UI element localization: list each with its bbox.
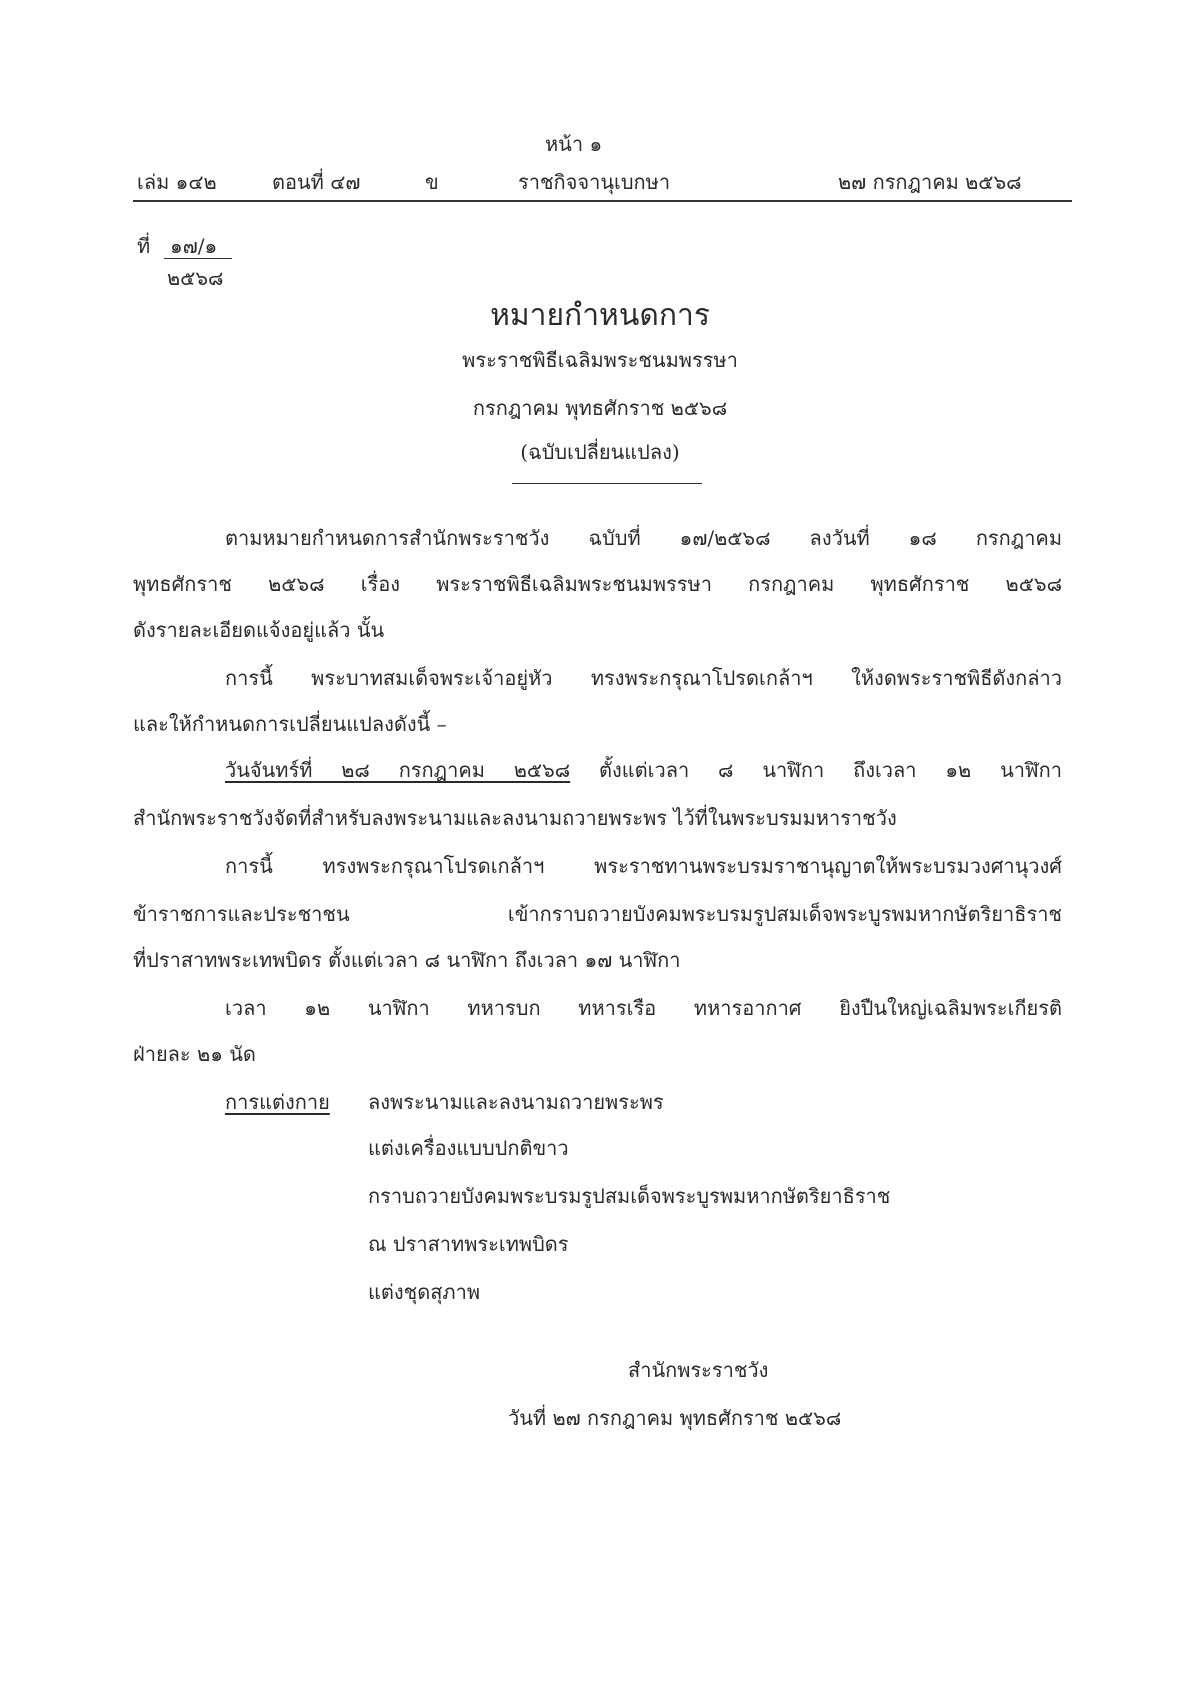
schedule-date: วันจันทร์ที่ ๒๘ กรกฎาคม ๒๕๖๘: [225, 758, 571, 782]
paragraph-2-line-1: การนี้ พระบาทสมเด็จพระเจ้าอยู่หัว ทรงพระกรุณาโปรดเกล้าฯ ให้งดพระราชพิธีดังกล่าว: [225, 666, 1062, 690]
reference-number: ๑๗/๑: [170, 234, 218, 258]
issuing-office: สำนักพระราชวัง: [628, 1358, 769, 1382]
title-rule: [512, 483, 702, 484]
paragraph-4-line-2: ข้าราชการและประชาชน เข้ากราบถวายบังคมพระบรมรูปสมเด็จพระบูรพมหากษัตริยาธิราช: [133, 902, 1062, 926]
paragraph-1-line-3: ดังรายละเอียดแจ้งอยู่แล้ว นั้น: [133, 618, 385, 642]
dress-code-label: การแต่งกาย: [225, 1090, 330, 1114]
paragraph-3-line-2: สำนักพระราชวังจัดที่สำหรับลงพระนามและลงนามถวายพระพร ไว้ที่ในพระบรมมหาราชวัง: [133, 806, 897, 830]
paragraph-4-line-1: การนี้ ทรงพระกรุณาโปรดเกล้าฯ พระราชทานพระบรมราชานุญาตให้พระบรมวงศานุวงศ์: [225, 854, 1062, 878]
dress-code-item: ณ ปราสาทพระเทพบิดร: [368, 1232, 569, 1256]
paragraph-1-line-1: ตามหมายกำหนดการสำนักพระราชวัง ฉบับที่ ๑๗/๒๕๖๘ ลงวันที่ ๑๘ กรกฎาคม: [225, 526, 1062, 550]
schedule-time: ตั้งแต่เวลา ๘ นาฬิกา ถึงเวลา ๑๒ นาฬิกา: [599, 758, 1062, 782]
paragraph-3-line-1: [225, 754, 1062, 786]
page-number: หน้า ๑: [545, 132, 603, 156]
paragraph-4-line-3: ที่ปราสาทพระเทพบิดร ตั้งแต่เวลา ๘ นาฬิกา ถึงเวลา ๑๗ นาฬิกา: [133, 948, 681, 972]
document-subtitle-ceremony: พระราชพิธีเฉลิมพระชนมพรรษา: [462, 348, 738, 372]
dress-code-item: กราบถวายบังคมพระบรมรูปสมเด็จพระบูรพมหากษัตริยาธิราช: [368, 1184, 891, 1208]
paragraph-5-line-2: ฝ่ายละ ๒๑ นัด: [133, 1042, 256, 1066]
paragraph-2-line-2: และให้กำหนดการเปลี่ยนแปลงดังนี้ –: [133, 712, 447, 736]
dress-code-item: แต่งเครื่องแบบปกติขาว: [368, 1136, 569, 1160]
reference-prefix: ที่: [137, 234, 151, 258]
reference-year: ๒๕๖๘: [167, 266, 224, 290]
dress-code-item: แต่งชุดสุภาพ: [368, 1280, 481, 1304]
section-type: ข: [425, 170, 439, 194]
document-subtitle-revision: (ฉบับเปลี่ยนแปลง): [520, 440, 680, 464]
paragraph-1-line-2: พุทธศักราช ๒๕๖๘ เรื่อง พระราชพิธีเฉลิมพระชนมพรรษา กรกฎาคม พุทธศักราช ๒๕๖๘: [133, 572, 1062, 596]
reference-fraction-line: [164, 258, 232, 259]
volume-number: เล่ม ๑๔๒: [137, 170, 217, 194]
section-number: ตอนที่ ๔๗: [272, 170, 361, 194]
header-rule: [133, 200, 1072, 202]
document-title: หมายกำหนดการ: [490, 298, 710, 333]
publication-date: ๒๗ กรกฎาคม ๒๕๖๘: [838, 170, 1022, 194]
document-subtitle-date: กรกฎาคม พุทธศักราช ๒๕๖๘: [472, 396, 728, 420]
paragraph-5-line-1: เวลา ๑๒ นาฬิกา ทหารบก ทหารเรือ ทหารอากาศ ยิงปืนใหญ่เฉลิมพระเกียรติ: [225, 996, 1062, 1020]
dress-code-item: ลงพระนามและลงนามถวายพระพร: [368, 1090, 664, 1114]
issue-date: วันที่ ๒๗ กรกฎาคม พุทธศักราช ๒๕๖๘: [508, 1406, 842, 1430]
publication-name: ราชกิจจานุเบกษา: [518, 170, 671, 194]
